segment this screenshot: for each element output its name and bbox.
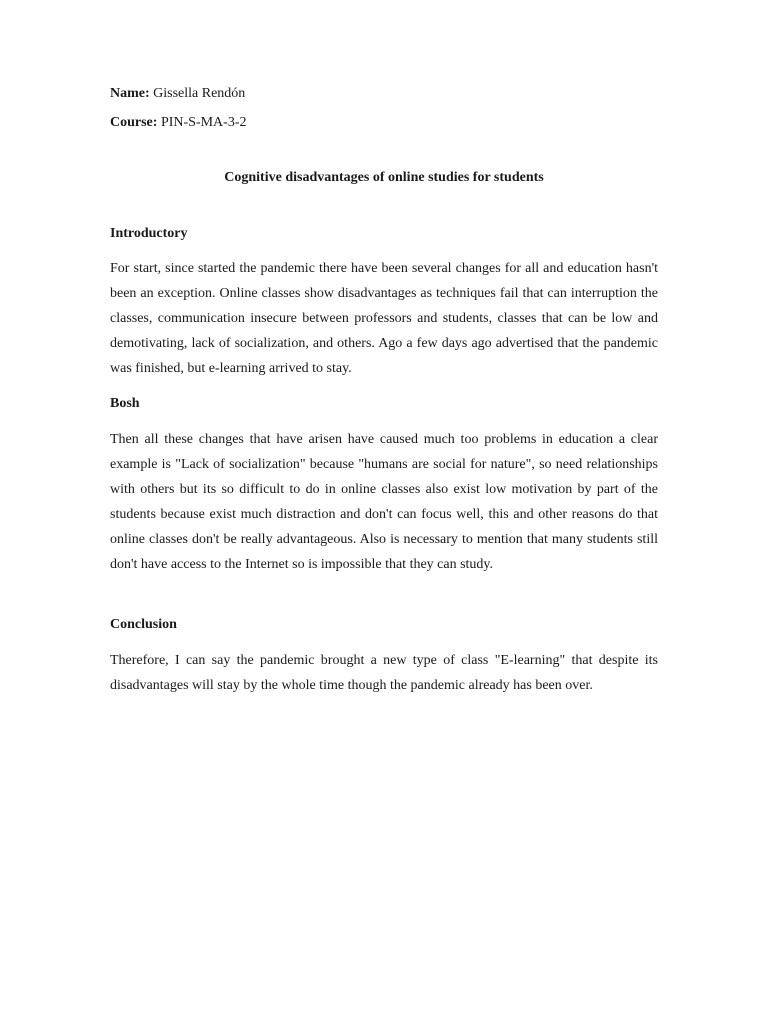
student-name-line	[110, 84, 245, 104]
name-value: Gissella Rendón	[153, 86, 246, 101]
body-paragraph: Then all these changes that have arisen have caused much too problems in education a clear example is "Lack of socialization" because "humans are social for nature", so need relationships with others but its so difficult to do in online classes also exist low motivation by part of the students because exist much distraction and don't can focus well, this and other reasons do that online classes don't be really advantageous. Also is necessary to mention that many students still don't have access to the Internet so is impossible that they can study.	[110, 432, 658, 572]
course-label: Course:	[110, 115, 158, 130]
course-line	[110, 113, 247, 133]
name-label: Name:	[110, 86, 150, 101]
conclusion-paragraph: Therefore, I can say the pandemic brought a new type of class "E-learning" that despite its disadvantages will stay by the whole time though the pandemic already has been over.	[110, 653, 658, 693]
body-heading: Bosh	[110, 396, 140, 411]
introductory-heading: Introductory	[110, 226, 188, 241]
document-title: Cognitive disadvantages of online studies for students	[224, 170, 544, 185]
conclusion-heading: Conclusion	[110, 617, 177, 632]
course-value: PIN-S-MA-3-2	[160, 115, 247, 130]
introductory-paragraph: For start, since started the pandemic there have been several changes for all and education hasn't been an exception. Online classes show disadvantages as techniques fail that can interruption the classes, communication insecure between professors and students, classes that can be low and demotivating, lack of socialization, and others. Ago a few days ago advertised that the pandemic was finished, but e-learning arrived to stay.	[110, 261, 658, 376]
